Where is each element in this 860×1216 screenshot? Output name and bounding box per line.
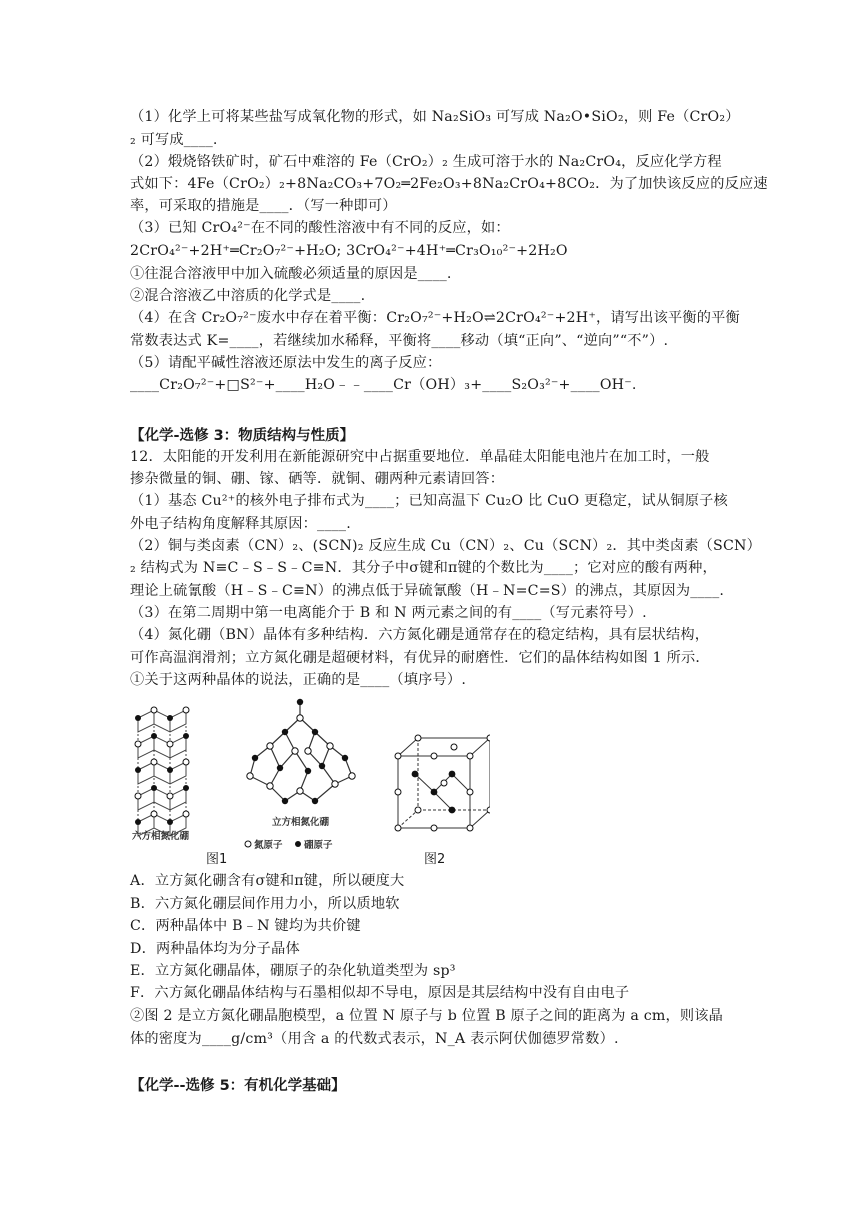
section-heading-3: 【化学-选修 3：物质结构与性质】 xyxy=(130,428,355,444)
figure-1-caption: 图1 xyxy=(206,852,228,867)
text-line: ₂ 可写成____. xyxy=(130,132,218,148)
option-f: F．六方氮化硼晶体结构与石墨相似却不导电，原因是其层结构中没有自由电子 xyxy=(130,985,630,1001)
text-line: 率，可采取的措施是____．（写一种即可） xyxy=(130,198,397,214)
option-d: D．两种晶体均为分子晶体 xyxy=(130,941,300,957)
label-cubic-bn: 立方相氮化硼 xyxy=(272,817,330,828)
option-c: C．两种晶体中 B﹣N 键均为共价键 xyxy=(130,918,361,934)
option-e: E．立方氮化硼晶体，硼原子的杂化轨道类型为 sp³ xyxy=(130,963,456,979)
question-line: ①关于这两种晶体的说法，正确的是____（填序号）. xyxy=(130,672,467,688)
question-line: （1）基态 Cu²⁺的核外电子排布式为____；已知高温下 Cu₂O 比 CuO 更稳定，试从铜原子核 xyxy=(130,493,728,509)
legend-boron: 硼原子 xyxy=(304,840,333,851)
question-line: 外电子结构角度解释其原因：____. xyxy=(130,516,351,532)
text-line: （4）在含 Cr₂O₇²⁻废水中存在着平衡：Cr₂O₇²⁻+H₂O⇌2CrO₄²⁻+2H⁺，请写出该平衡的平衡 xyxy=(130,310,740,326)
legend-nitrogen: 氮原子 xyxy=(254,840,283,851)
text-line: 式如下：4Fe（CrO₂）₂+8Na₂CO₃+7O₂═2Fe₂O₃+8Na₂CrO₄+8CO₂．为了加快该反应的反应速 xyxy=(130,176,768,192)
option-a: A．立方氮化硼含有σ键和π键，所以硬度大 xyxy=(130,873,405,889)
question-line: （2）铜与类卤素（CN）₂、(SCN)₂ 反应生成 Cu（CN）₂、Cu（SCN）₂．其中类卤素（SCN） xyxy=(130,538,762,554)
option-b: B．六方氮化硼层间作用力小，所以质地软 xyxy=(130,896,400,912)
crystal-figures xyxy=(130,696,490,866)
question-line: 体的密度为____g/cm³（用含 a 的代数式表示，N_A 表示阿伏伽德罗常数）. xyxy=(130,1031,619,1047)
text-line: （1）化学上可将某些盐写成氧化物的形式，如 Na₂SiO₃ 可写成 Na₂O•SiO₂，则 Fe（CrO₂） xyxy=(130,109,740,125)
question-line: 可作高温润滑剂；立方氮化硼是超硬材料，有优异的耐磨性．它们的晶体结构如图 1 所示． xyxy=(130,650,710,666)
text-line: （3）已知 CrO₄²⁻在不同的酸性溶液中有不同的反应，如： xyxy=(130,220,510,236)
text-line: （2）煅烧铬铁矿时，矿石中难溶的 Fe（CrO₂）₂ 生成可溶于水的 Na₂CrO₄，反应化学方程 xyxy=(130,154,722,170)
section-heading-5: 【化学--选修 5：有机化学基础】 xyxy=(130,1078,346,1094)
question-line: （4）氮化硼（BN）晶体有多种结构．六方氮化硼是通常存在的稳定结构，具有层状结构， xyxy=(130,627,710,643)
text-line: ②混合溶液乙中溶质的化学式是____. xyxy=(130,288,366,304)
question-line: 理论上硫氰酸（H﹣S﹣C≡N）的沸点低于异硫氰酸（H﹣N=C=S）的沸点，其原因为____. xyxy=(130,583,725,599)
text-line: ____Cr₂O₇²⁻+□S²⁻+____H₂O﹣﹣____Cr（OH）₃+____S₂O₃²⁻+____OH⁻. xyxy=(130,377,637,393)
hexagonal-bn-structure xyxy=(138,710,186,836)
label-hexagonal-bn: 六方相氮化硼 xyxy=(132,831,190,842)
text-line: （5）请配平碱性溶液还原法中发生的离子反应： xyxy=(130,355,442,371)
unit-cell-atoms xyxy=(395,735,490,831)
question-line: ₂ 结构式为 N≡C﹣S﹣S﹣C≡N．其分子中σ键和π键的个数比为____；它对应的酸有两种， xyxy=(130,560,717,576)
question-line: 12．太阳能的开发利用在新能源研究中占据重要地位．单晶硅太阳能电池片在加工时，一般 xyxy=(130,449,710,465)
text-line: ①往混合溶液甲中加入硫酸必须适量的原因是____. xyxy=(130,266,452,282)
text-line: 常数表达式 K=____，若继续加水稀释，平衡将____移动（填“正向”、“逆向”“不”）. xyxy=(130,333,669,349)
figure-2-caption: 图2 xyxy=(424,852,446,867)
question-line: 掺杂微量的铜、硼、镓、硒等．就铜、硼两种元素请回答： xyxy=(130,471,505,487)
text-line: 2CrO₄²⁻+2H⁺═Cr₂O₇²⁻+H₂O; 3CrO₄²⁻+4H⁺═Cr₃O₁₀²⁻+2H₂O xyxy=(130,243,568,259)
question-line: ②图 2 是立方氮化硼晶胞模型，a 位置 N 原子与 b 位置 B 原子之间的距离为 a cm，则该晶 xyxy=(130,1008,724,1024)
question-line: （3）在第二周期中第一电离能介于 B 和 N 两元素之间的有____（写元素符号）. xyxy=(130,605,647,621)
